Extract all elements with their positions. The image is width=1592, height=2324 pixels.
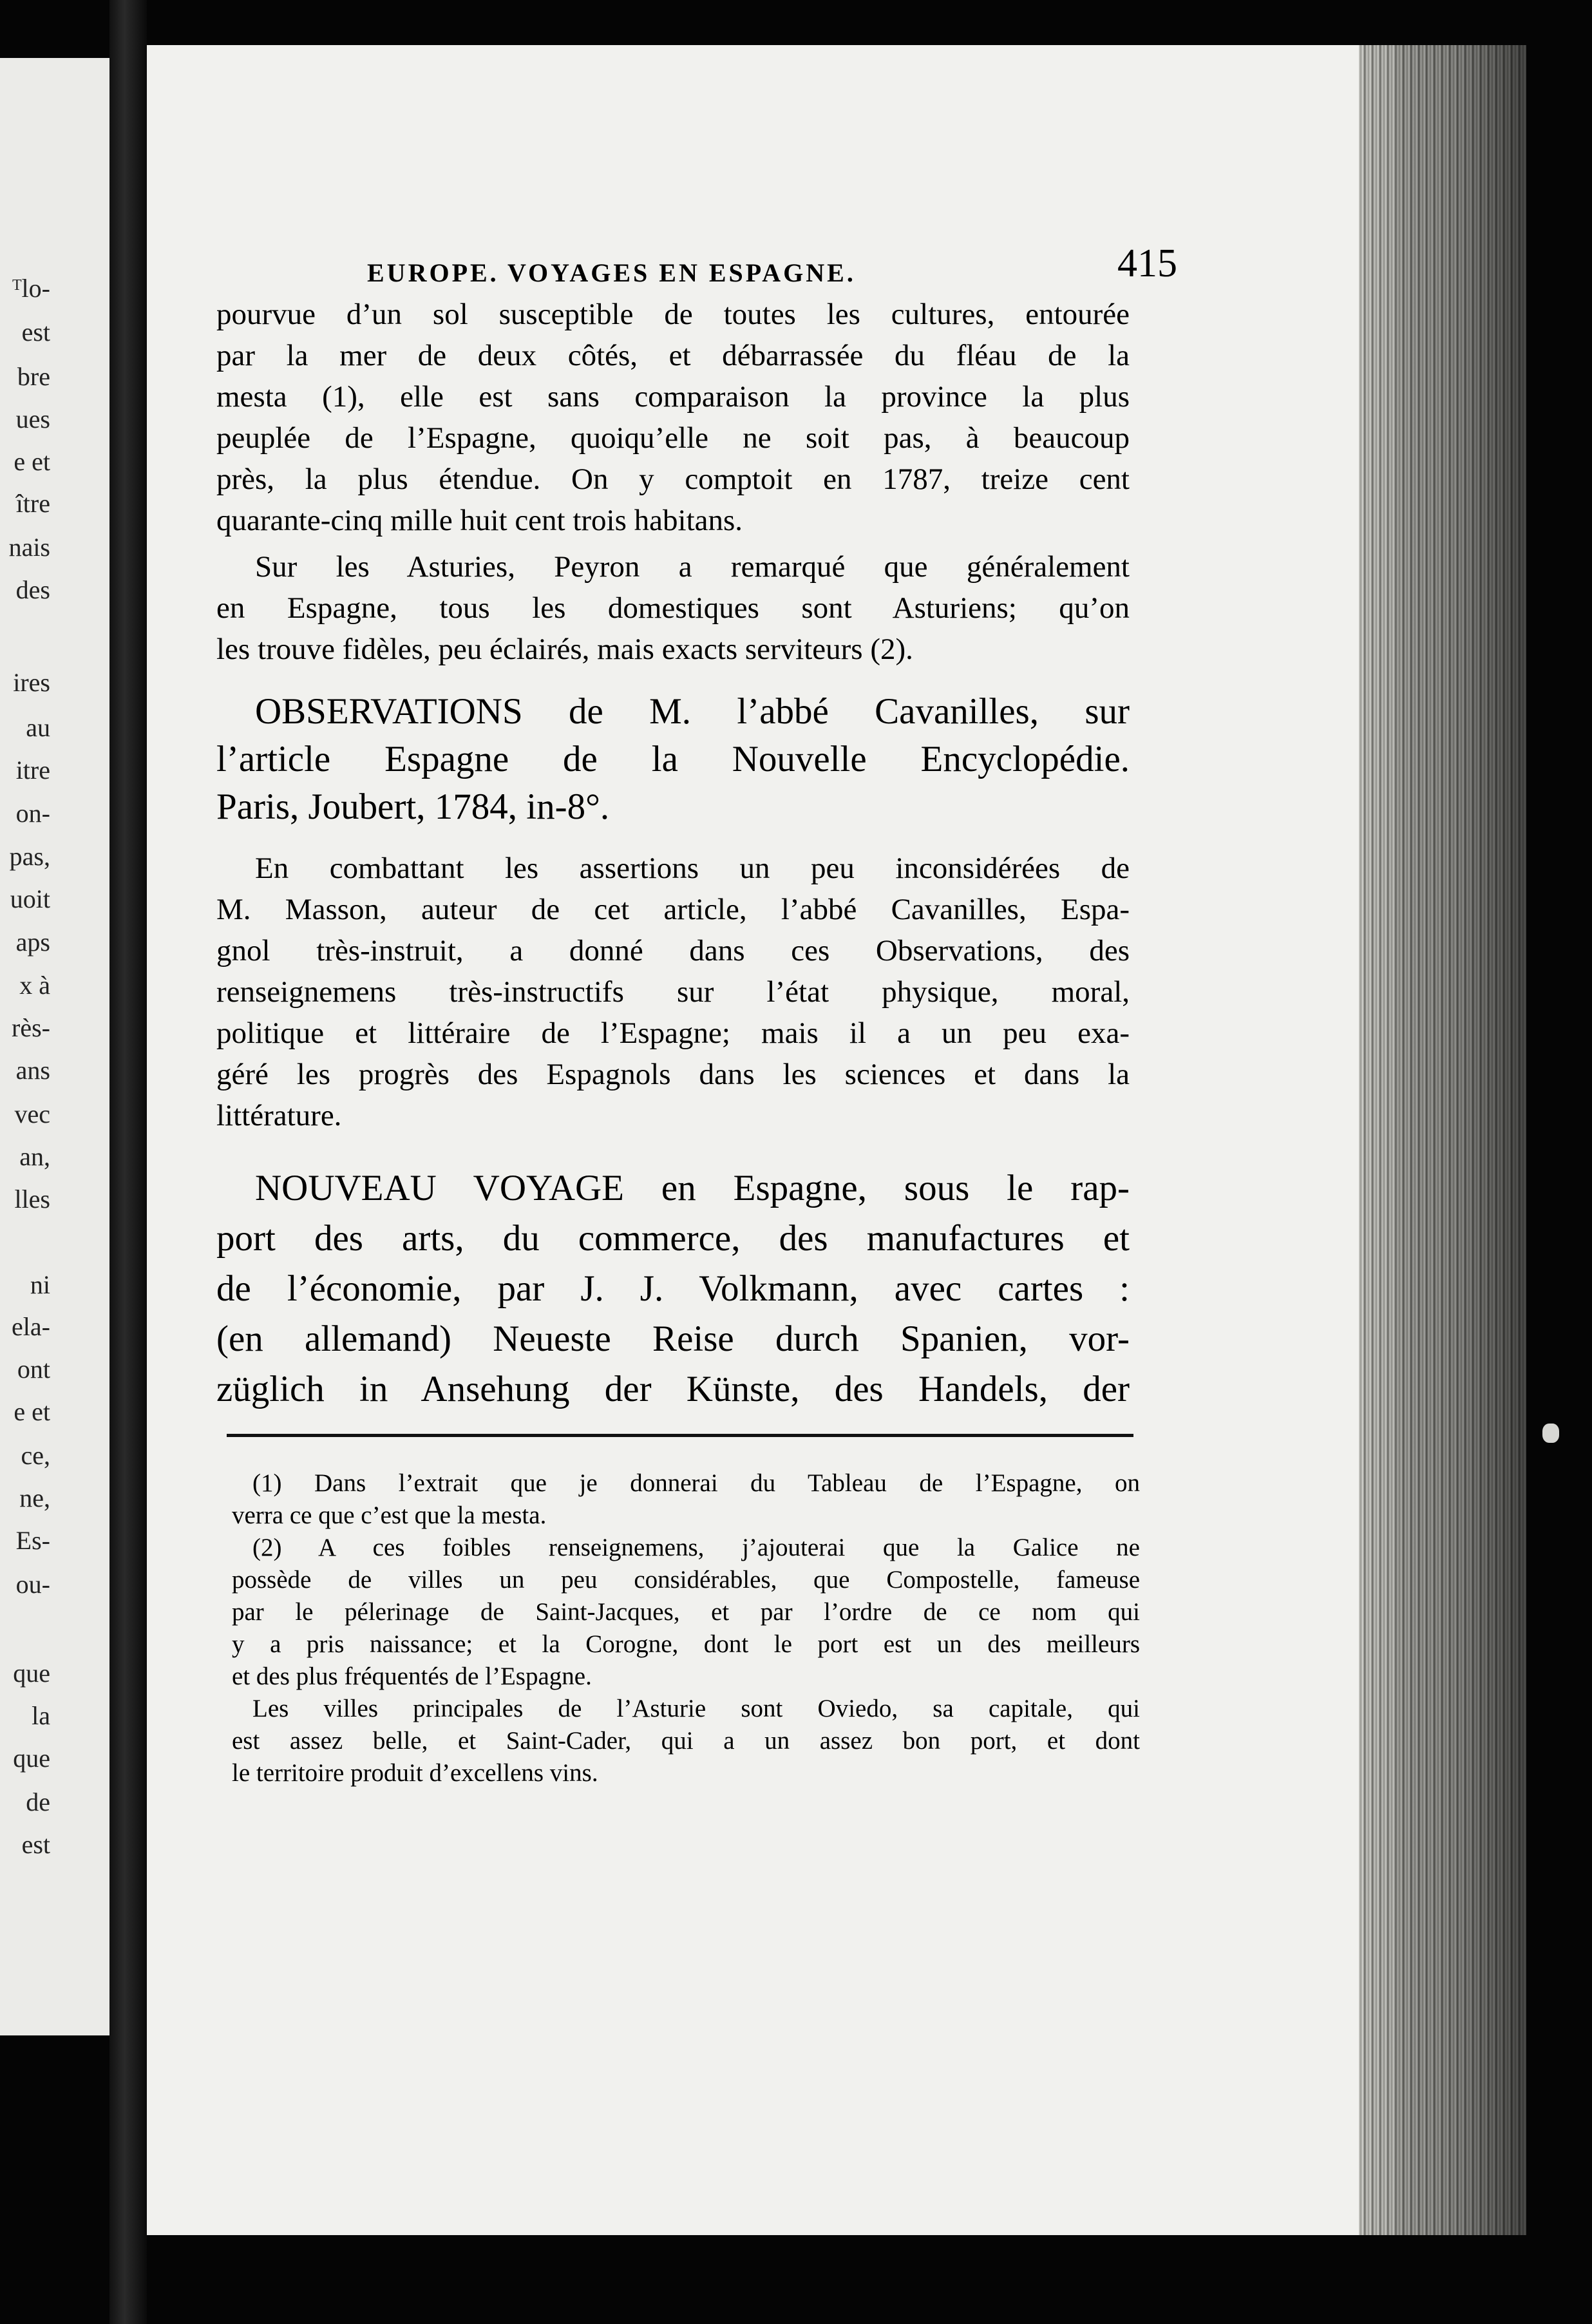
previous-page-fragment: ître bbox=[15, 489, 50, 518]
entry-heading-line: OBSERVATIONS de M. l’abbé Cavanilles, sur bbox=[255, 691, 1130, 732]
previous-page-fragment: ues bbox=[15, 405, 50, 433]
previous-page-fragment: ela- bbox=[12, 1312, 50, 1341]
footnote-line: possède de villes un peu considérables, que Compostelle, fameuse bbox=[232, 1566, 1140, 1594]
previous-page-fragment: Es- bbox=[15, 1526, 50, 1555]
entry-heading-line: Paris, Joubert, 1784, in-8°. bbox=[216, 786, 610, 827]
previous-page-fragment: ans bbox=[15, 1056, 50, 1085]
previous-page-fragment: uoit bbox=[10, 884, 50, 913]
entry-heading-line: (en allemand) Neueste Reise durch Spanien, vor- bbox=[216, 1319, 1130, 1359]
previous-page-fragment: ires bbox=[13, 668, 50, 697]
entry-heading-line: züglich in Ansehung der Künste, des Handels, der bbox=[216, 1369, 1130, 1409]
running-head-title: EUROPE. VOYAGES EN ESPAGNE. bbox=[367, 258, 856, 287]
body-text-line: M. Masson, auteur de cet article, l’abbé Cavanilles, Espa- bbox=[216, 893, 1130, 926]
previous-page-fragment: ni bbox=[30, 1270, 50, 1299]
previous-page-fragment: des bbox=[15, 575, 50, 604]
body-text-line: près, la plus étendue. On y comptoit en 1787, treize cent bbox=[216, 462, 1130, 496]
previous-page-fragment: vec bbox=[14, 1100, 50, 1129]
page-number: 415 bbox=[1117, 242, 1177, 285]
previous-page-fragment: au bbox=[26, 713, 50, 742]
body-text-line: peuplée de l’Espagne, quoiqu’elle ne soit pas, à beaucoup bbox=[216, 421, 1130, 455]
previous-page-fragment: ce, bbox=[21, 1441, 50, 1470]
body-text-line: mesta (1), elle est sans comparaison la province la plus bbox=[216, 380, 1130, 414]
previous-page-fragment: bre bbox=[17, 362, 50, 391]
body-text-line: pourvue d’un sol susceptible de toutes les cultures, entourée bbox=[216, 298, 1130, 331]
previous-page-fragment: pas, bbox=[9, 842, 50, 871]
previous-page-edge bbox=[0, 58, 109, 2035]
previous-page-fragment: aps bbox=[15, 928, 50, 957]
footnote-line: le territoire produit d’excellens vins. bbox=[232, 1759, 598, 1787]
entry-heading-line: port des arts, du commerce, des manufactures et bbox=[216, 1218, 1130, 1259]
previous-page-fragment: e et bbox=[14, 447, 50, 476]
previous-page-fragment: an, bbox=[19, 1142, 50, 1171]
previous-page-fragment: nais bbox=[8, 533, 50, 562]
previous-page-fragment: x à bbox=[19, 971, 50, 1000]
book-spine-shadow bbox=[109, 0, 147, 2324]
footnote-line: et des plus fréquentés de l’Espagne. bbox=[232, 1662, 592, 1690]
body-text-line: quarante-cinq mille huit cent trois habitans. bbox=[216, 504, 743, 537]
previous-page-fragment: ᵀlo- bbox=[12, 274, 50, 303]
previous-page-fragment: rès- bbox=[12, 1013, 50, 1042]
footnote-line: (2) A ces foibles renseignemens, j’ajouterai que la Galice ne bbox=[252, 1534, 1140, 1561]
body-text-line: les trouve fidèles, peu éclairés, mais exacts serviteurs (2). bbox=[216, 633, 913, 666]
footnote-line: par le pélerinage de Saint-Jacques, et par l’ordre de ce nom qui bbox=[232, 1598, 1140, 1626]
body-text-line: par la mer de deux côtés, et débarrassée du fléau de la bbox=[216, 339, 1130, 372]
body-text-line: littérature. bbox=[216, 1099, 342, 1132]
previous-page-fragment: ont bbox=[17, 1355, 50, 1384]
previous-page-fragment: de bbox=[26, 1787, 50, 1816]
previous-page-fragment: ou- bbox=[15, 1570, 50, 1599]
body-text-line: renseignemens très-instructifs sur l’état physique, moral, bbox=[216, 975, 1130, 1009]
previous-page-fragment: itre bbox=[15, 756, 50, 785]
footnote-line: est assez belle, et Saint-Cader, qui a un assez bon port, et dont bbox=[232, 1727, 1140, 1755]
body-text-line: Sur les Asturies, Peyron a remarqué que généralement bbox=[255, 550, 1130, 584]
previous-page-fragment: e et bbox=[14, 1397, 50, 1426]
running-head bbox=[367, 242, 1282, 298]
previous-page-fragment: la bbox=[32, 1701, 50, 1730]
body-text-line: géré les progrès des Espagnols dans les sciences et dans la bbox=[216, 1058, 1130, 1091]
previous-page-fragment: est bbox=[21, 318, 50, 347]
entry-heading-line: l’article Espagne de la Nouvelle Encyclopédie. bbox=[216, 739, 1130, 779]
previous-page-fragment: que bbox=[13, 1659, 50, 1688]
previous-page-fragment: que bbox=[13, 1744, 50, 1773]
footnote-line: y a pris naissance; et la Corogne, dont le port est un des meilleurs bbox=[232, 1630, 1140, 1658]
previous-page-fragment: on- bbox=[15, 799, 50, 828]
body-text-line: En combattant les assertions un peu inconsidérées de bbox=[255, 852, 1130, 885]
footnote-line: (1) Dans l’extrait que je donnerai du Tableau de l’Espagne, on bbox=[252, 1469, 1140, 1497]
footnote-rule bbox=[227, 1434, 1133, 1437]
previous-page-fragment: ne, bbox=[19, 1483, 50, 1512]
entry-heading-line: de l’économie, par J. J. Volkmann, avec cartes : bbox=[216, 1268, 1130, 1309]
footnote-line: Les villes principales de l’Asturie sont Oviedo, sa capitale, qui bbox=[252, 1695, 1140, 1722]
body-text-line: en Espagne, tous les domestiques sont Asturiens; qu’on bbox=[216, 591, 1130, 625]
body-text-line: gnol très-instruit, a donné dans ces Observations, des bbox=[216, 934, 1130, 967]
previous-page-fragment: est bbox=[21, 1830, 50, 1859]
footnote-line: verra ce que c’est que la mesta. bbox=[232, 1501, 547, 1529]
stray-paper-fleck bbox=[1542, 1424, 1559, 1443]
entry-heading-line: NOUVEAU VOYAGE en Espagne, sous le rap- bbox=[255, 1168, 1130, 1208]
page-stack-shadow bbox=[1359, 45, 1526, 2235]
previous-page-fragment: lles bbox=[14, 1185, 50, 1214]
body-text-line: politique et littéraire de l’Espagne; mais il a un peu exa- bbox=[216, 1016, 1130, 1050]
